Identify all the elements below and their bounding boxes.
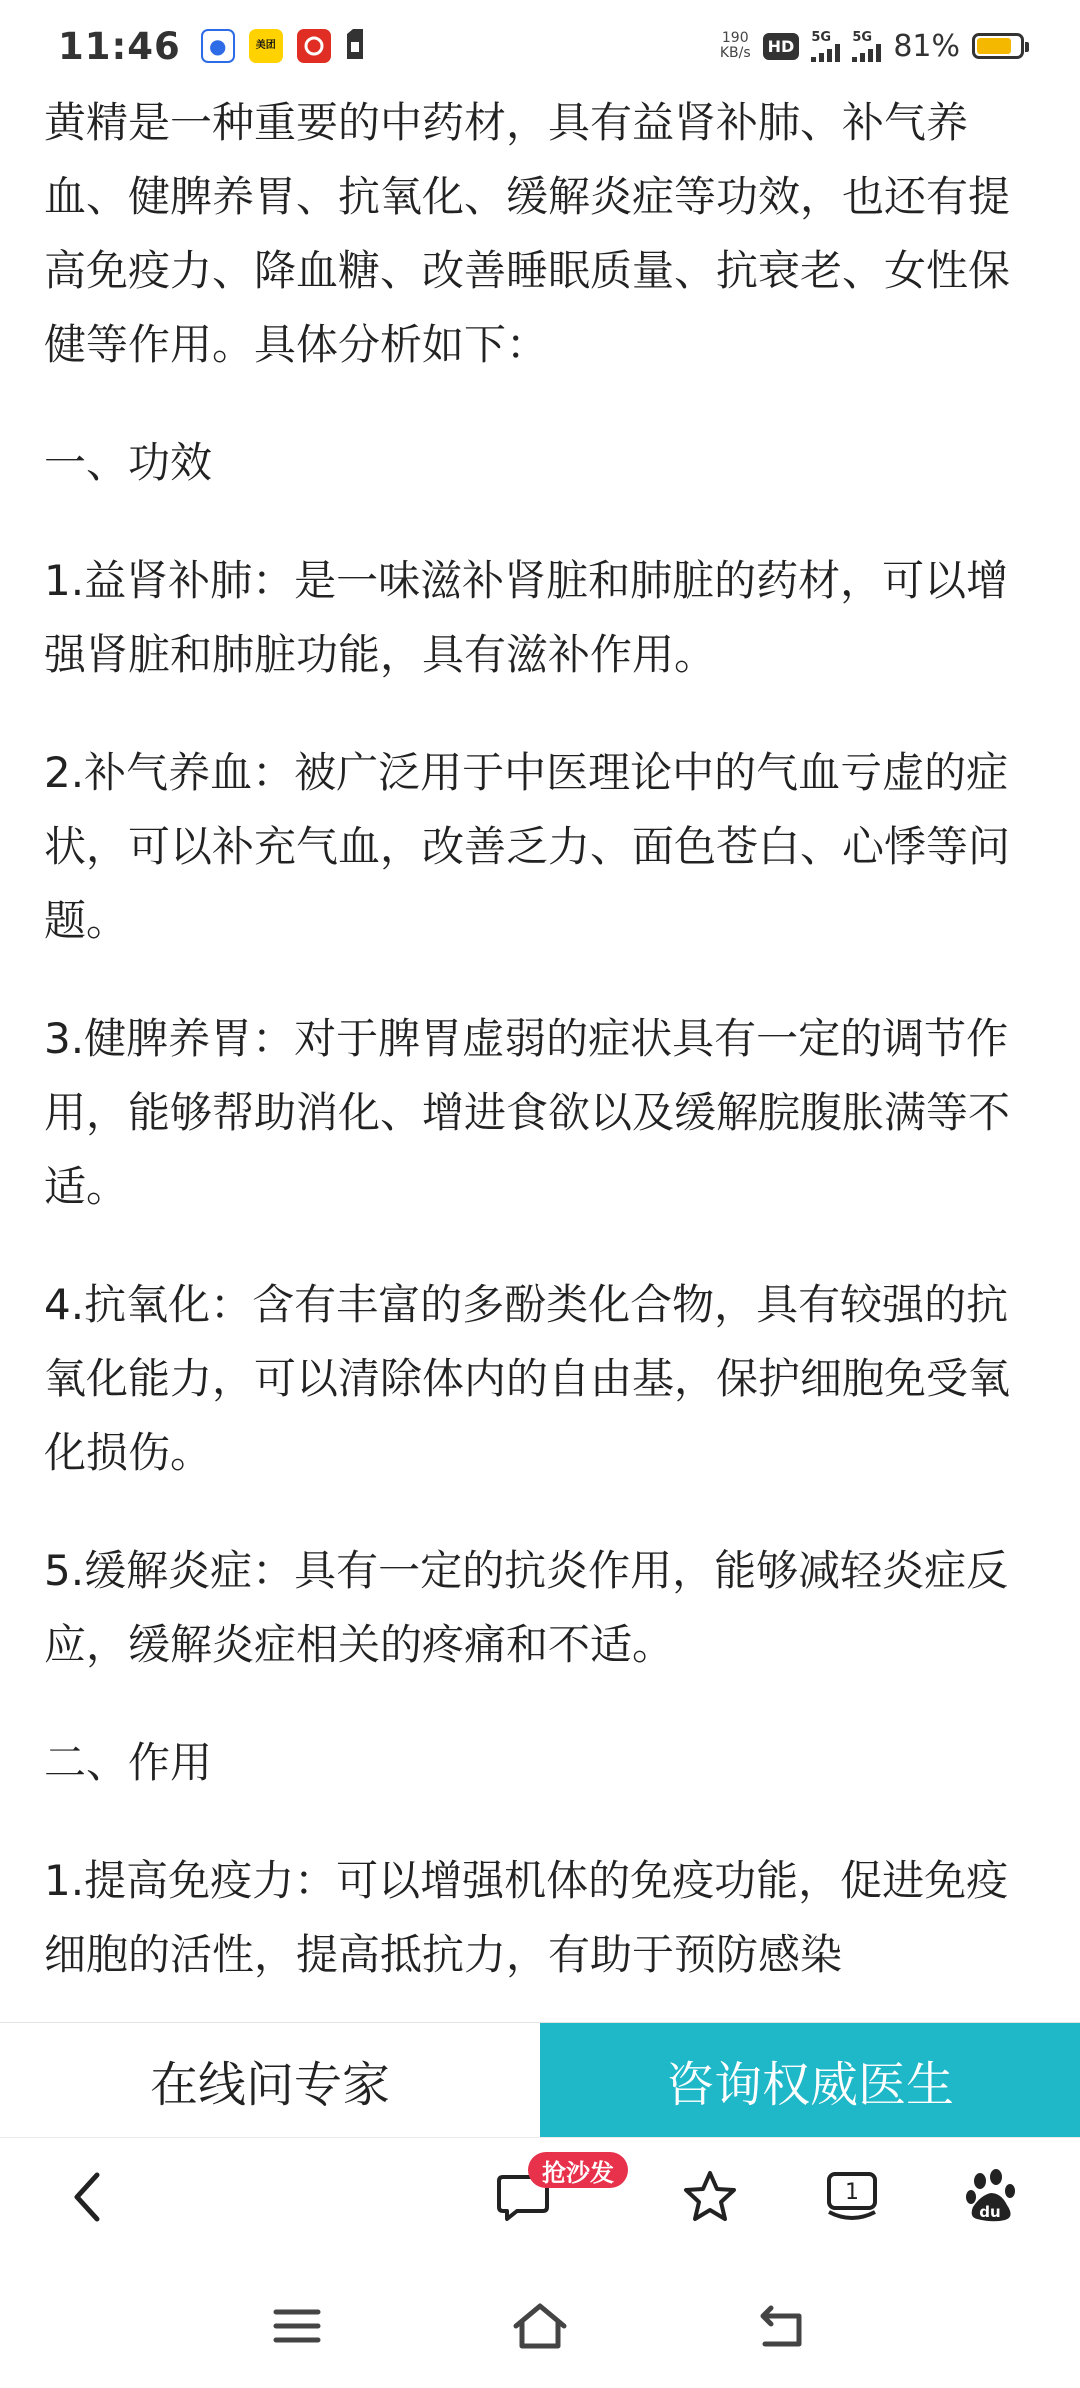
hd-voice-icon: HD — [763, 33, 800, 60]
star-icon[interactable] — [675, 2162, 745, 2232]
article-paragraph: 4.抗氧化：含有丰富的多酚类化合物，具有较强的抗氧化能力，可以清除体内的自由基，保护细胞免受氧化损伤。 — [44, 1280, 1011, 1477]
pinduoduo-icon — [297, 29, 331, 63]
section-heading: 一、功效 — [44, 438, 213, 487]
article-paragraph: 黄精是一种重要的中药材，具有益肾补肺、补气养血、健脾养胃、抗氧化、缓解炎症等功效，也还有提高免疫力、降血糖、改善睡眠质量、抗衰老、女性保健等作用。具体分析如下： — [44, 98, 1011, 369]
net-speed-unit: KB/s — [719, 45, 751, 61]
battery-level-fill — [977, 38, 1011, 54]
meituan-icon: 美团 — [249, 29, 283, 63]
back-arrow-icon[interactable] — [52, 2162, 122, 2232]
net-speed — [720, 31, 751, 61]
consult-doctor-button[interactable]: 咨询权威医生 — [540, 2023, 1080, 2137]
signal-icon-sim1 — [811, 31, 840, 62]
section-heading: 二、作用 — [44, 1738, 213, 1787]
article-body — [44, 86, 1044, 2036]
status-time: 11:46 — [58, 24, 181, 68]
sim1-network-label: 5G — [811, 29, 832, 45]
menu-icon[interactable] — [262, 2296, 332, 2356]
tabs-count: 1 — [845, 2180, 859, 2205]
sim2-network-label: 5G — [852, 29, 873, 45]
status-bar-right — [720, 29, 1024, 64]
baidu-icon: ● — [201, 29, 235, 63]
battery-percent: 81% — [893, 28, 960, 64]
baidu-paw-icon[interactable] — [958, 2162, 1028, 2232]
article-paragraph: 3.健脾养胃：对于脾胃虚弱的症状具有一定的调节作用，能够帮助消化、增进食欲以及缓解脘腹胀满等不适。 — [44, 1014, 1011, 1211]
consult-action-bar — [0, 2022, 1080, 2137]
comment-badge[interactable]: 抢沙发 — [528, 2152, 628, 2188]
signal-icon-sim2 — [852, 31, 881, 62]
baidu-label: du — [979, 2203, 1001, 2221]
article-paragraph: 1.益肾补肺：是一味滋补肾脏和肺脏的药材，可以增强肾脏和肺脏功能，具有滋补作用。 — [44, 556, 1009, 679]
home-icon[interactable] — [505, 2296, 575, 2356]
net-speed-value: 190 — [721, 30, 749, 46]
return-icon[interactable] — [746, 2296, 816, 2356]
article-paragraph: 1.提高免疫力：可以增强机体的免疫功能，促进免疫细胞的活性，提高抵抗力，有助于预防感染 — [44, 1856, 1009, 1979]
ask-expert-button[interactable]: 在线问专家 — [0, 2023, 540, 2137]
battery-icon — [972, 33, 1024, 59]
article-paragraph: 5.缓解炎症：具有一定的抗炎作用，能够减轻炎症反应，缓解炎症相关的疼痛和不适。 — [44, 1546, 1009, 1669]
article-paragraph: 2.补气养血：被广泛用于中医理论中的气血亏虚的症状，可以补充气血，改善乏力、面色苍白、心悸等问题。 — [44, 748, 1011, 945]
system-navigation-bar — [0, 2270, 1080, 2388]
sim-card-icon — [345, 28, 365, 64]
tabs-icon[interactable] — [817, 2162, 887, 2232]
status-bar — [0, 0, 1080, 92]
status-bar-left — [58, 25, 365, 68]
